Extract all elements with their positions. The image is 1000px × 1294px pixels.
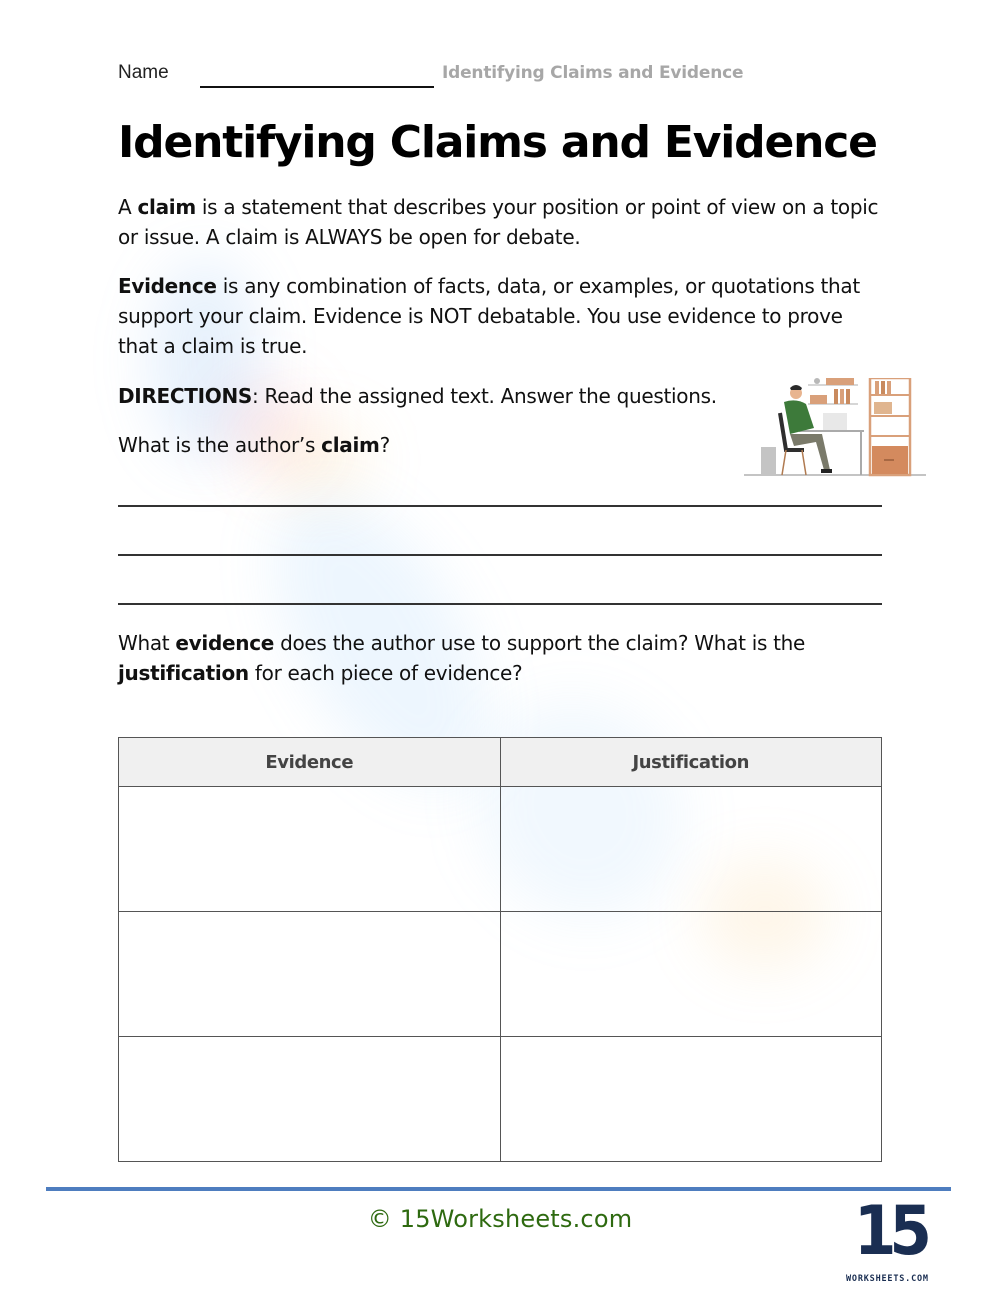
footer-divider [46,1187,951,1191]
question-justification-term: justification [118,661,249,685]
justification-cell[interactable] [500,787,882,912]
justification-cell[interactable] [500,1037,882,1162]
worksheets-logo [846,1192,929,1286]
evidence-cell[interactable] [119,912,501,1037]
footer-copyright: © 15Worksheets.com [367,1205,633,1233]
table-row [119,912,882,1037]
directions [118,381,738,411]
header-title: Identifying Claims and Evidence [442,63,744,83]
table-row [119,787,882,912]
claim-definition [118,192,888,252]
answer-line-2[interactable] [118,554,882,556]
question-claim [118,430,738,460]
claim-text: is a statement that describes your position or point of view on a topic or issue. A claim is ALWAYS be open for debate. [118,195,879,249]
header-row [118,60,888,90]
column-header-evidence: Evidence [119,738,501,787]
answer-line-1[interactable] [118,505,882,507]
evidence-cell[interactable] [119,787,501,912]
evidence-definition [118,271,888,361]
name-input-line[interactable] [200,86,434,88]
question-evidence [118,628,888,688]
claim-prefix: A [118,195,138,219]
answer-line-3[interactable] [118,603,882,605]
question-evidence-term: evidence [175,631,275,655]
evidence-justification-table [118,737,882,1162]
logo-text: WORKSHEETS.COM [846,1274,929,1284]
directions-text: : Read the assigned text. Answer the questions. [252,384,717,408]
logo-number: 15 [853,1192,925,1271]
directions-label: DIRECTIONS [118,384,253,408]
evidence-cell[interactable] [119,1037,501,1162]
question-evidence-prefix: What [118,631,176,655]
person-at-desk-illustration [744,378,926,478]
question-claim-term: claim [321,433,380,457]
table-row [119,1037,882,1162]
page-title: Identifying Claims and Evidence [118,117,877,168]
table-header-row [119,738,882,787]
column-header-justification: Justification [500,738,882,787]
evidence-text: is any combination of facts, data, or examples, or quotations that support your claim. Evidence is NOT debatable. You use evidence to prove that a claim is true. [118,274,860,358]
question-claim-suffix: ? [379,433,390,457]
question-claim-prefix: What is the author’s [118,433,322,457]
claim-term: claim [137,195,196,219]
question-evidence-suffix: for each piece of evidence? [248,661,523,685]
name-label: Name [118,62,169,83]
justification-cell[interactable] [500,912,882,1037]
question-evidence-middle: does the author use to support the claim? What is the [274,631,806,655]
evidence-term: Evidence [118,274,217,298]
